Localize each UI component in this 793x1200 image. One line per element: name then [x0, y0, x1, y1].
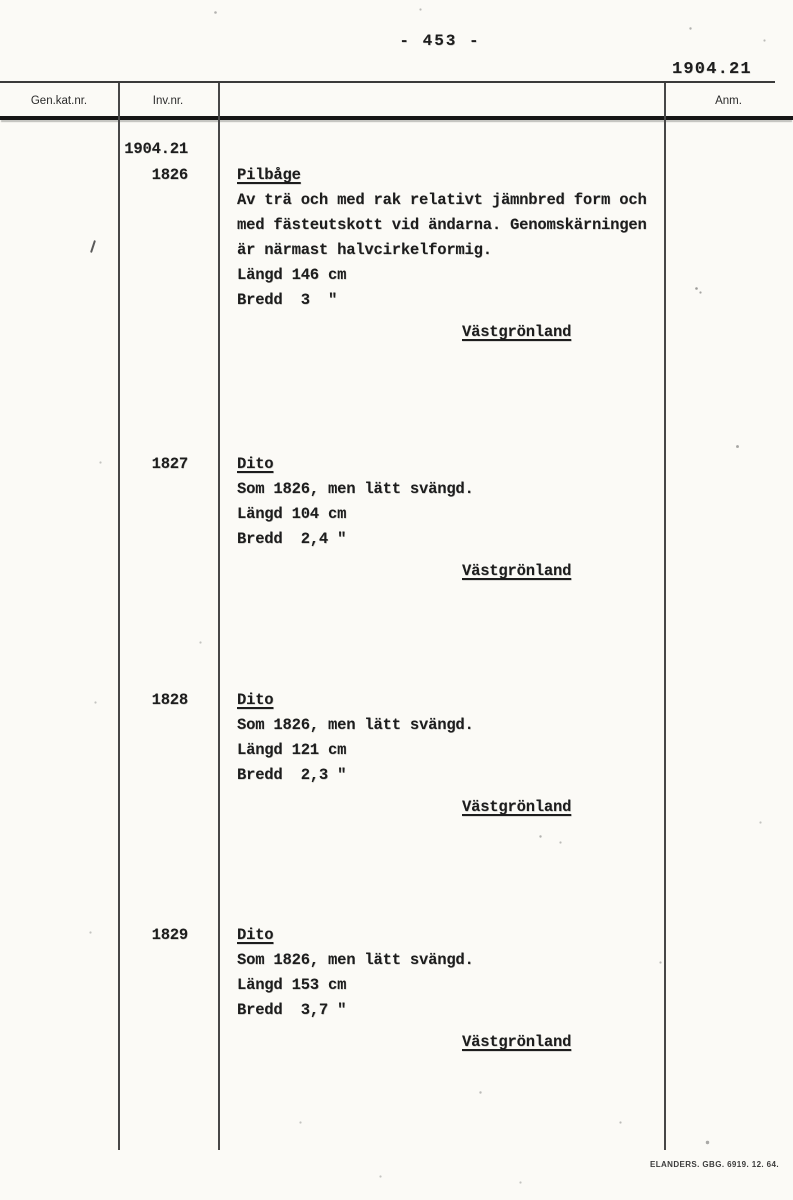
entry-title: Dito [237, 455, 274, 473]
inventory-number: 1827 [151, 455, 188, 473]
column-divider-1 [118, 83, 120, 1150]
entry-provenance: Västgrönland [462, 323, 572, 341]
entry-description-line: är närmast halvcirkelformig. [237, 241, 492, 259]
page-number: - 453 - [399, 32, 481, 50]
page-reference: 1904.21 [672, 60, 752, 79]
printer-mark: ELANDERS. GBG. 6919. 12. 64. [649, 1160, 779, 1169]
scan-stray-mark [90, 240, 96, 253]
entry-length: Längd 153 cm [237, 976, 347, 994]
entry-title: Pilbåge [237, 166, 301, 184]
inventory-number: 1828 [151, 691, 188, 709]
entry-description-line: Som 1826, men lätt svängd. [237, 951, 474, 969]
group-reference: 1904.21 [124, 140, 188, 158]
inventory-number: 1829 [151, 926, 188, 944]
column-header-anm: Anm. [715, 95, 742, 107]
entry-width: Bredd 2,3 " [237, 766, 347, 784]
entry-length: Längd 146 cm [237, 266, 347, 284]
entry-description-line: Av trä och med rak relativt jämnbred form och [237, 191, 647, 209]
entry-description-line: med fästeutskott vid ändarna. Genomskärningen [237, 216, 647, 234]
entry-provenance: Västgrönland [462, 562, 572, 580]
entry-length: Längd 104 cm [237, 505, 347, 523]
column-header-genkatnr: Gen.kat.nr. [30, 95, 88, 107]
column-header-invnr: Inv.nr. [152, 95, 184, 107]
inventory-number: 1826 [151, 166, 188, 184]
entry-description-line: Som 1826, men lätt svängd. [237, 480, 474, 498]
entry-provenance: Västgrönland [462, 1033, 572, 1051]
entry-provenance: Västgrönland [462, 798, 572, 816]
entry-width: Bredd 3 " [237, 291, 338, 309]
entry-title: Dito [237, 691, 274, 709]
top-rule [0, 81, 775, 83]
entry-title: Dito [237, 926, 274, 944]
entry-width: Bredd 3,7 " [237, 1001, 347, 1019]
column-divider-2 [218, 83, 220, 1150]
entry-width: Bredd 2,4 " [237, 530, 347, 548]
entry-length: Längd 121 cm [237, 741, 347, 759]
scan-speckles [0, 0, 1, 1]
entry-description-line: Som 1826, men lätt svängd. [237, 716, 474, 734]
